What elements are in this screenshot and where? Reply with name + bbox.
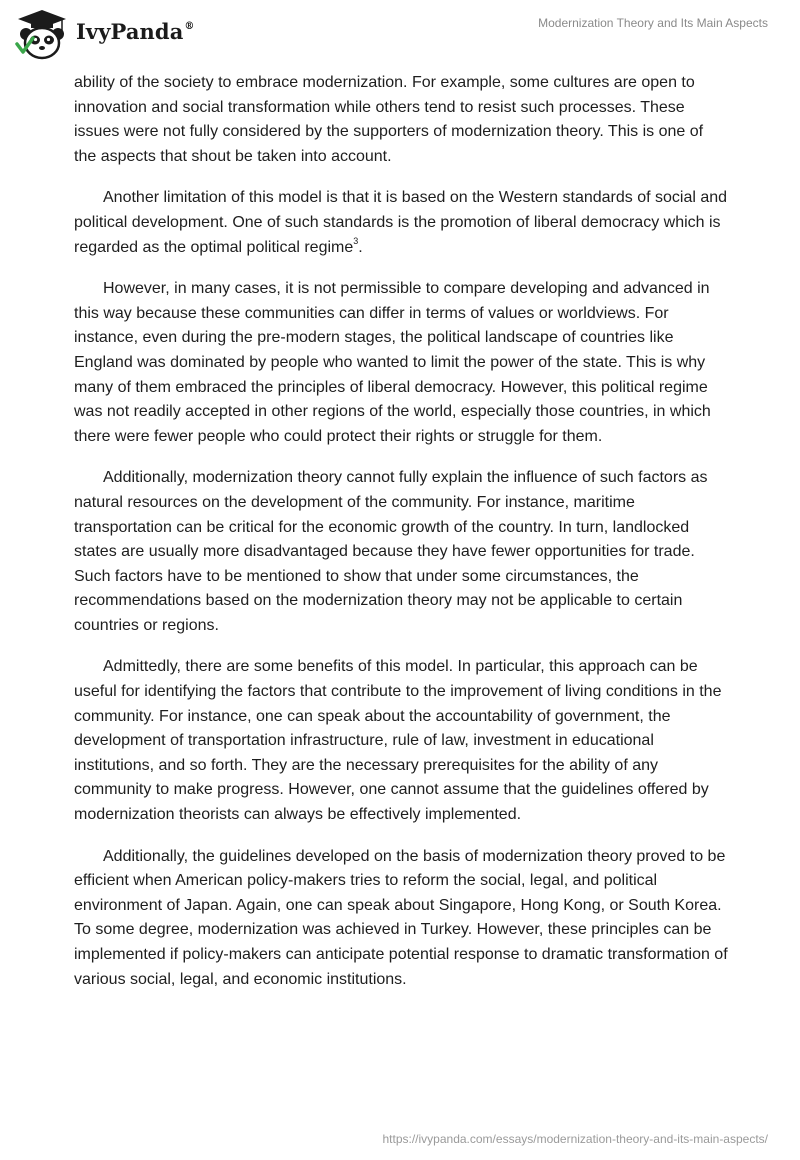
paragraph-6: Additionally, the guidelines developed on the basis of modernization theory proved to be efficient when American policy-makers tries to reform the social, legal, and political environment of Japan. Again, one can speak about Singapore, Hong Kong, or South Korea. To some degree, modernization was achieved in Turkey. However, these principles can be implemented if policy-makers can anticipate potential response to dramatic transformation of various social, legal, and economic institutions. — [74, 847, 728, 988]
paragraph-2-text: Another limitation of this model is that it is based on the Western standards of social and political development. One of such standards is the promotion of liberal democracy which is regarded as the optimal political regime — [74, 189, 728, 256]
essay-body — [74, 71, 728, 1009]
document-title: Modernization Theory and Its Main Aspects — [538, 16, 768, 30]
paragraph-4: Additionally, modernization theory cannot fully explain the influence of such factors as natural resources on the development of the community. For instance, maritime transportation can be critical for the economic growth of the country. In turn, landlocked states are usually more disadvantaged because they have fewer opportunities for trade. Such factors have to be mentioned to show that under some circumstances, the recommendations based on the modernization theory may not be applicable to certain countries or regions. — [74, 469, 708, 634]
paragraph-2 — [74, 186, 728, 260]
paragraph-5: Admittedly, there are some benefits of this model. In particular, this approach can be useful for identifying the factors that contribute to the improvement of living conditions in the community. For instance, one can speak about the accountability of government, the development of transportation infrastructure, rule of law, investment in educational institutions, and so forth. They are the necessary prerequisites for the ability of any community to make progress. However, one cannot assume that the guidelines offered by modernization theorists can always be effectively implemented. — [74, 658, 722, 824]
brand-name[interactable]: IvyPanda® — [76, 19, 195, 44]
source-url[interactable]: https://ivypanda.com/essays/modernization-theory-and-its-main-aspects/ — [382, 1132, 768, 1146]
footnote-ref[interactable]: 3 — [353, 236, 359, 247]
page-header — [0, 0, 800, 70]
panda-graduate-icon[interactable] — [14, 8, 70, 60]
paragraph-3: However, in many cases, it is not permissible to compare developing and advanced in this way because these communities can differ in terms of values or worldviews. For instance, even during the pre-modern stages, the political landscape of countries like England was dominated by people who wanted to limit the power of the state. This is why many of them embraced the principles of liberal democracy. However, this political regime was not readily accepted in other regions of the world, especially those countries, in which there were fewer people who could protect their rights or struggle for them. — [74, 280, 711, 445]
paragraph-1: ability of the society to embrace modernization. For example, some cultures are open to innovation and social transformation while others tend to resist such processes. These issues were not fully considered by the supporters of modernization theory. This is one of the aspects that shout be taken into account. — [74, 74, 704, 165]
paragraph-2-end: . — [358, 238, 363, 256]
